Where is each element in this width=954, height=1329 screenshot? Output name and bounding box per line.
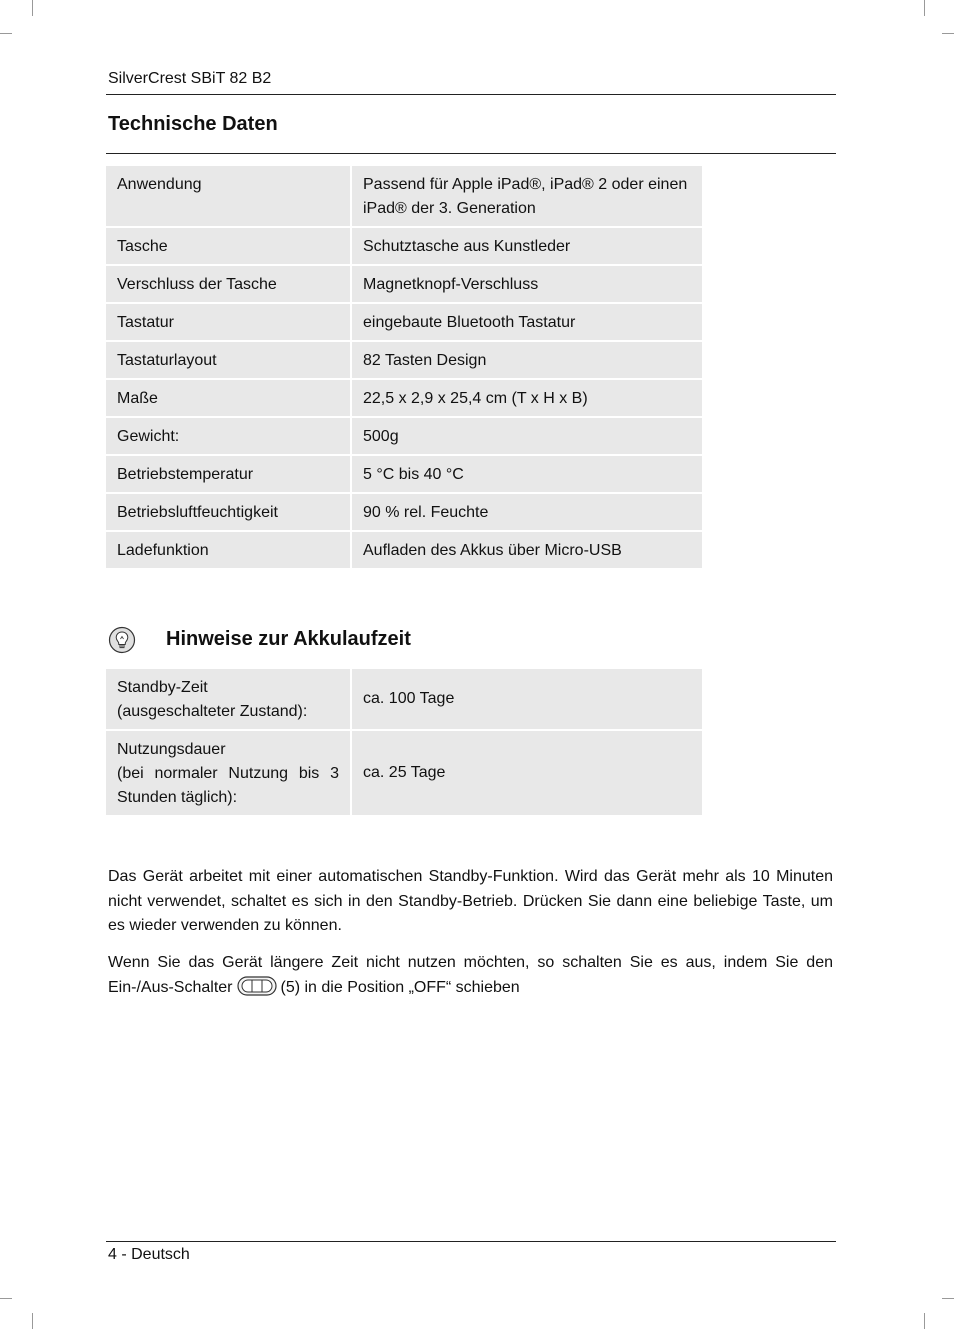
battery-label-line: (ausgeschalteter Zustand):: [117, 703, 308, 720]
table-row: [106, 494, 702, 532]
table-row: [106, 456, 702, 494]
table-row: [106, 342, 702, 380]
running-header: SilverCrest SBiT 82 B2: [108, 70, 272, 87]
spec-label: Tastatur: [106, 304, 352, 342]
battery-heading: Hinweise zur Akkulaufzeit: [166, 628, 411, 650]
crop-mark: [924, 0, 925, 16]
table-row: [106, 380, 702, 418]
battery-label-line: Stunden täglich):: [117, 789, 238, 806]
spec-label: Anwendung: [106, 166, 352, 228]
spec-value: Magnetknopf-Verschluss: [352, 266, 702, 304]
table-row: [106, 418, 702, 456]
battery-value: ca. 25 Tage: [352, 731, 702, 817]
paragraph-switch-off: [108, 951, 833, 1000]
spec-value: 500g: [352, 418, 702, 456]
crop-mark: [32, 0, 33, 16]
header-rule: [106, 94, 836, 95]
spec-value: Aufladen des Akkus über Micro-USB: [352, 532, 702, 570]
battery-label: [106, 669, 352, 731]
battery-label-line: Standby-Zeit: [117, 679, 208, 696]
footer-rule: [106, 1241, 836, 1242]
battery-label-line: (bei normaler Nutzung bis 3: [117, 765, 339, 782]
spec-value: 90 % rel. Feuchte: [352, 494, 702, 532]
spec-label: Ladefunktion: [106, 532, 352, 570]
table-row: [106, 731, 702, 817]
spec-label: Maße: [106, 380, 352, 418]
power-switch-icon: [237, 976, 277, 996]
spec-value: 82 Tasten Design: [352, 342, 702, 380]
table-row: [106, 532, 702, 570]
spec-value: 5 °C bis 40 °C: [352, 456, 702, 494]
spec-label: Betriebsluftfeuchtigkeit: [106, 494, 352, 532]
table-row: [106, 228, 702, 266]
battery-value: ca. 100 Tage: [352, 669, 702, 731]
crop-mark: [0, 1298, 12, 1299]
spec-value-line: iPad® der 3. Generation: [363, 200, 536, 217]
table-row: [106, 304, 702, 342]
battery-table: [106, 669, 702, 817]
spec-label: Betriebstemperatur: [106, 456, 352, 494]
lightbulb-icon: [108, 626, 136, 654]
crop-mark: [942, 33, 954, 34]
paragraph-text: (5) in die Position „OFF“ schieben: [280, 978, 520, 996]
technical-data-table: [106, 166, 702, 570]
technical-data-heading: Technische Daten: [108, 113, 278, 135]
crop-mark: [32, 1313, 33, 1329]
spec-label: Verschluss der Tasche: [106, 266, 352, 304]
spec-value: 22,5 x 2,9 x 25,4 cm (T x H x B): [352, 380, 702, 418]
crop-mark: [924, 1313, 925, 1329]
table-row: [106, 669, 702, 731]
spec-value: [352, 166, 702, 228]
heading-rule: [106, 153, 836, 154]
paragraph-standby: Das Gerät arbeitet mit einer automatischen Standby-Funktion. Wird das Gerät mehr als 10 Minuten nicht verwendet, schaltet es sich in den Standby-Betrieb. Drücken Sie dann eine beliebige Taste, um es wieder verwenden zu können.: [108, 868, 833, 934]
table-row: [106, 266, 702, 304]
table-row: [106, 166, 702, 228]
spec-value-line: Passend für Apple iPad®, iPad® 2 oder einen: [363, 176, 688, 193]
spec-label: Gewicht:: [106, 418, 352, 456]
paragraph-text: Wenn Sie das Gerät längere Zeit nicht nutzen möchten, so schalten Sie es aus, indem Sie den Ein-/Aus-Schalter: [108, 954, 833, 996]
crop-mark: [942, 1298, 954, 1299]
spec-value: Schutztasche aus Kunstleder: [352, 228, 702, 266]
battery-label-line: Nutzungsdauer: [117, 741, 226, 758]
crop-mark: [0, 33, 12, 34]
spec-value: eingebaute Bluetooth Tastatur: [352, 304, 702, 342]
spec-label: Tasche: [106, 228, 352, 266]
spec-label: Tastaturlayout: [106, 342, 352, 380]
page-number: 4 - Deutsch: [108, 1246, 190, 1263]
battery-label: [106, 731, 352, 817]
